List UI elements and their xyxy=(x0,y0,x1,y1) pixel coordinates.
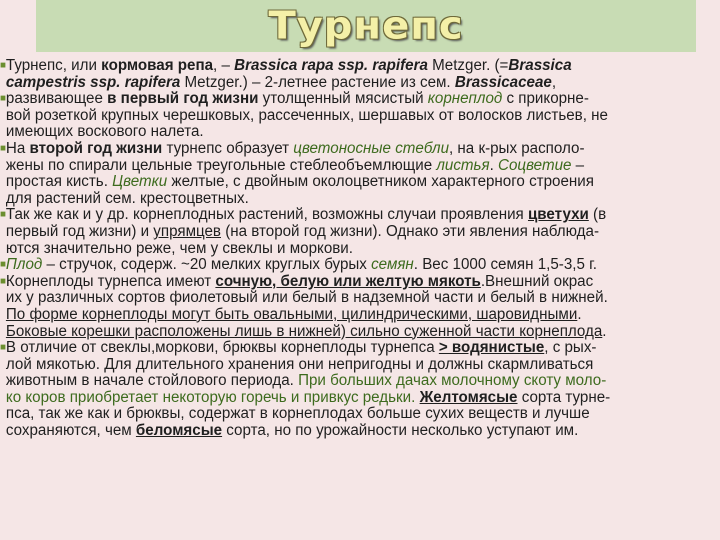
text-line xyxy=(6,357,717,374)
paragraph xyxy=(0,207,717,257)
text-line xyxy=(6,158,717,175)
text-line xyxy=(6,290,717,307)
text-line xyxy=(6,141,717,158)
text-run: . Вес 1000 семян 1,5-3,5 г. xyxy=(413,256,598,274)
text-line xyxy=(6,58,717,75)
bullet-icon: ■ xyxy=(0,209,6,221)
text-run: – стручок, содерж. ~20 мелких круглых бурых xyxy=(42,256,372,274)
text-run: в первый год жизни xyxy=(107,90,259,108)
text-line xyxy=(6,340,717,357)
text-run: развивающее xyxy=(5,90,108,108)
text-run: цветухи xyxy=(527,206,589,224)
text-line xyxy=(6,257,717,274)
text-line xyxy=(6,207,717,224)
text-run: кормовая репа xyxy=(101,57,214,74)
text-line xyxy=(6,224,717,241)
text-run: > водянистые xyxy=(438,339,545,357)
text-run: желтые, с двойным околоцветником характерного строения xyxy=(167,173,594,191)
text-run: Brassicaceae xyxy=(454,73,552,91)
title-banner xyxy=(36,0,696,52)
text-run: цветоносные стебли xyxy=(293,139,450,157)
text-run: турнепс образует xyxy=(162,139,294,157)
text-run: ются значительно реже, чем у свеклы и моркови. xyxy=(5,239,353,257)
text-line xyxy=(6,124,717,141)
text-run: сочную, белую или желтую мякоть xyxy=(215,272,481,290)
text-run: для растений сем. крестоцветных. xyxy=(5,189,249,207)
text-run: Плод xyxy=(5,256,43,274)
text-run: животным в начале стойлового периода. xyxy=(5,372,299,390)
paragraph xyxy=(0,340,717,440)
text-run: Brassica xyxy=(508,57,572,74)
text-line xyxy=(6,241,717,258)
text-line xyxy=(6,423,717,440)
text-line xyxy=(6,274,717,291)
text-line xyxy=(6,191,717,208)
text-run: , на к-рых располо- xyxy=(449,139,585,157)
text-run: первый год жизни) и xyxy=(5,222,154,240)
paragraph xyxy=(0,91,717,141)
text-run: Желтомясые xyxy=(419,388,518,406)
text-run: с прикорне- xyxy=(502,90,589,108)
paragraph xyxy=(0,257,717,274)
bullet-icon: ■ xyxy=(0,259,6,271)
text-run: упрямцев xyxy=(153,222,221,240)
text-run: На xyxy=(5,139,30,157)
bullet-icon: ■ xyxy=(0,60,6,71)
text-run: корнеплод xyxy=(427,90,503,108)
text-run: .Внешний окрас xyxy=(480,272,594,290)
text-run: . xyxy=(602,322,607,340)
paragraph xyxy=(0,141,717,207)
text-run: При больших дачах молочному скоту моло- xyxy=(298,372,607,390)
text-run: имеющих воскового налета. xyxy=(5,123,204,141)
bullet-icon: ■ xyxy=(0,342,6,354)
text-run: Brassica rapa ssp. rapifera xyxy=(234,57,428,74)
text-run: беломясые xyxy=(135,422,223,440)
text-run: их у различных сортов фиолетовый или белый в надземной части и белый в нижней. xyxy=(5,289,608,307)
text-run: По форме корнеплоды могут быть овальными, цилиндрическими, шаровидными xyxy=(5,305,578,323)
text-run: , – xyxy=(213,57,235,74)
text-run: вой розеткой крупных черешковых, рассеченных, шершавых от волосков листьев, не xyxy=(5,106,608,124)
text-run: . xyxy=(577,305,582,323)
text-line xyxy=(6,406,717,423)
text-line xyxy=(6,75,717,92)
text-run: утолщенный мясистый xyxy=(258,90,428,108)
text-run: Корнеплоды турнепса имеют xyxy=(5,272,216,290)
text-line xyxy=(6,324,717,341)
text-run: лой мякотью. Для длительного хранения они непригодны и должны скармливаться xyxy=(5,355,594,373)
text-run: жены по спирали цельные треугольные стеблеобъемлющие xyxy=(5,156,437,174)
page-title: Турнепс xyxy=(268,4,464,48)
text-run: . xyxy=(489,156,499,174)
text-line xyxy=(6,91,717,108)
bullet-icon: ■ xyxy=(0,275,6,287)
paragraph xyxy=(0,274,717,340)
text-run: – xyxy=(571,156,585,174)
text-run: Соцветие xyxy=(498,156,572,174)
text-line xyxy=(6,108,717,125)
text-run: листья xyxy=(436,156,490,174)
bullet-icon: ■ xyxy=(0,142,6,154)
text-run: сохраняются, чем xyxy=(5,422,136,440)
text-run: campestris ssp. rapifera xyxy=(5,73,181,91)
text-run: (на второй год жизни). Однако эти явления наблюда- xyxy=(220,222,600,240)
text-line xyxy=(6,390,717,407)
text-line xyxy=(6,174,717,191)
text-line xyxy=(6,373,717,390)
text-run: В отличие от свеклы,моркови, брюквы корнеплоды турнепса xyxy=(5,339,439,357)
text-run: (в xyxy=(588,206,607,224)
text-run: сорта, но по урожайности несколько уступают им. xyxy=(222,422,579,440)
text-run: Так же как и у др. корнеплодных растений, возможны случаи проявления xyxy=(5,206,528,224)
text-body xyxy=(0,58,717,440)
text-run: Metzger. (= xyxy=(427,57,509,74)
text-run: , с рых- xyxy=(544,339,597,357)
text-line xyxy=(6,307,717,324)
text-run: второй год жизни xyxy=(29,139,163,157)
text-run: сорта турне- xyxy=(517,388,611,406)
text-run: простая кисть. xyxy=(5,173,113,191)
text-run: Турнепс, или xyxy=(5,57,102,74)
text-run: ко коров приобретает некоторую горечь и привкус редьки. xyxy=(5,388,416,406)
text-run: Metzger.) – 2-летнее растение из сем. xyxy=(180,73,455,91)
paragraph xyxy=(0,58,717,91)
text-run: семян xyxy=(371,256,414,274)
bullet-icon: ■ xyxy=(0,93,6,105)
text-run: , xyxy=(551,73,557,91)
text-run: пса, так же как и брюквы, содержат в корнеплодах больше сухих веществ и лучше xyxy=(5,405,590,423)
text-run: Боковые корешки расположены лишь в нижней) сильно суженной части корнеплода xyxy=(5,322,603,340)
text-run: Цветки xyxy=(112,173,168,191)
